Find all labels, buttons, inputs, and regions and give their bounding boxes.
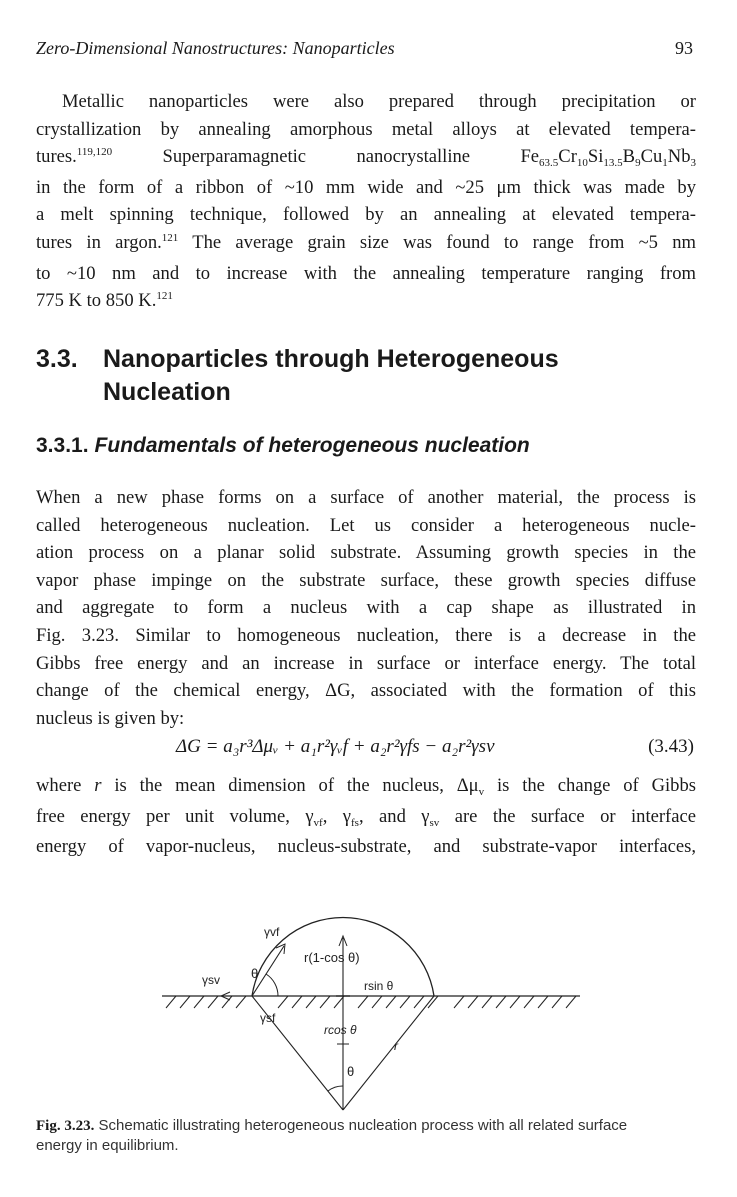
definitions-paragraph — [36, 772, 696, 861]
caption-text-line1: Schematic illustrating heterogeneous nucleation process with all related surface — [98, 1117, 628, 1134]
nucleation-diagram — [158, 926, 588, 1121]
text-line: Gibbs free energy and an increase in surface or interface energy. The total — [36, 652, 696, 674]
subsection-title: Fundamentals of heterogeneous nucleation — [94, 434, 530, 457]
text-line: change of the chemical energy, ΔG, associated with the formation of this — [36, 680, 696, 702]
equation-number: (3.43) — [648, 736, 694, 757]
text-line: where r is the mean dimension of the nucleus, $\Delta\mu_v$ is the change of Gibbs — [36, 775, 696, 798]
gamma-vf-label: γvf — [264, 925, 280, 939]
text-line: vapor phase impinge on the substrate surface, these growth species diffuse — [36, 569, 696, 591]
cap-height-label: r(1-cos θ) — [304, 950, 360, 965]
body-paragraph — [36, 484, 696, 732]
gamma-sf-label: γsf — [260, 1011, 276, 1025]
subsection-heading — [36, 432, 696, 460]
text-line: to ~10 nm and to increase with the annealing temperature ranging from — [36, 262, 696, 284]
center-angle-label: θ — [347, 1064, 355, 1079]
subsection-number: 3.3.1. — [36, 434, 89, 457]
text-line: When a new phase forms on a surface of another material, the process is — [36, 487, 696, 508]
text-line: Metallic nanoparticles were also prepared through precipitation or — [62, 91, 696, 112]
text-line: ation process on a planar solid substrate. Assuming growth species in the — [36, 542, 696, 564]
text-line: in the form of a ribbon of ~10 mm wide and ~25 μm thick was made by — [36, 176, 696, 198]
gamma-sv-label: γsv — [202, 973, 220, 987]
section-heading — [36, 343, 696, 409]
text-line: tures.$^{119,120}$ Superparamagnetic nanocrystalline $Fe_{63.5}Cr_{10}Si_{13.5}B_9Cu_1Nb_3$ — [36, 146, 696, 170]
caption-label: Fig. 3.23. — [36, 1118, 95, 1134]
contact-angle-arc — [266, 974, 278, 996]
figure-caption — [36, 1116, 700, 1156]
caption-text-line2: energy in equilibrium. — [36, 1137, 179, 1154]
substrate-hatching — [166, 996, 576, 1008]
rsin-label: rsin θ — [364, 979, 394, 993]
section-number: 3.3. — [36, 345, 78, 373]
text-line: free energy per unit volume, $\gamma_{vf}$, $\gamma_{fs}$, and $\gamma_{sv}$ are the surface or interface — [36, 805, 697, 829]
text-line: tures in argon.$^{121}$ The average grain size was found to range from ~5 nm — [36, 231, 696, 253]
text-line: called heterogeneous nucleation. Let us consider a heterogeneous nucle- — [36, 514, 696, 536]
text-line: and aggregate to form a nucleus with a cap shape as illustrated in — [36, 597, 696, 619]
text-line: energy of vapor-nucleus, nucleus-substrate, and substrate-vapor interfaces, — [36, 836, 696, 858]
rcos-label: rcos θ — [324, 1023, 357, 1037]
text-line: 775 K to 850 K.$^{121}$ — [36, 290, 173, 312]
text-line: a melt spinning technique, followed by an annealing at elevated tempera- — [36, 204, 696, 226]
section-title-line1: Nanoparticles through Heterogeneous — [103, 345, 559, 373]
text-line: crystallization by annealing amorphous metal alloys at elevated tempera- — [36, 118, 696, 140]
citation: 121 — [161, 231, 179, 244]
center-angle-arc — [328, 1086, 343, 1091]
text-line: nucleus is given by: — [36, 707, 185, 729]
text-line: Fig. 3.23. Similar to homogeneous nucleation, there is a decrease in the — [36, 624, 696, 646]
running-head: Zero-Dimensional Nanostructures: Nanoparticles — [36, 38, 395, 58]
radius-right — [343, 996, 434, 1110]
intro-paragraph — [36, 88, 696, 318]
radius-label: r — [394, 1039, 398, 1053]
citation: 119,120 — [76, 146, 113, 159]
equation — [36, 736, 696, 766]
nucleation-figure — [158, 926, 588, 1121]
citation: 121 — [156, 290, 173, 303]
page-number: 93 — [675, 38, 693, 58]
section-title-line2: Nucleation — [103, 378, 231, 406]
contact-angle-label: θ — [251, 966, 259, 981]
equation-expression: ΔG = a₃r³Δμᵥ + a₁r²γᵥf + a₂r²γfs − a₂r²γsv — [176, 736, 495, 757]
